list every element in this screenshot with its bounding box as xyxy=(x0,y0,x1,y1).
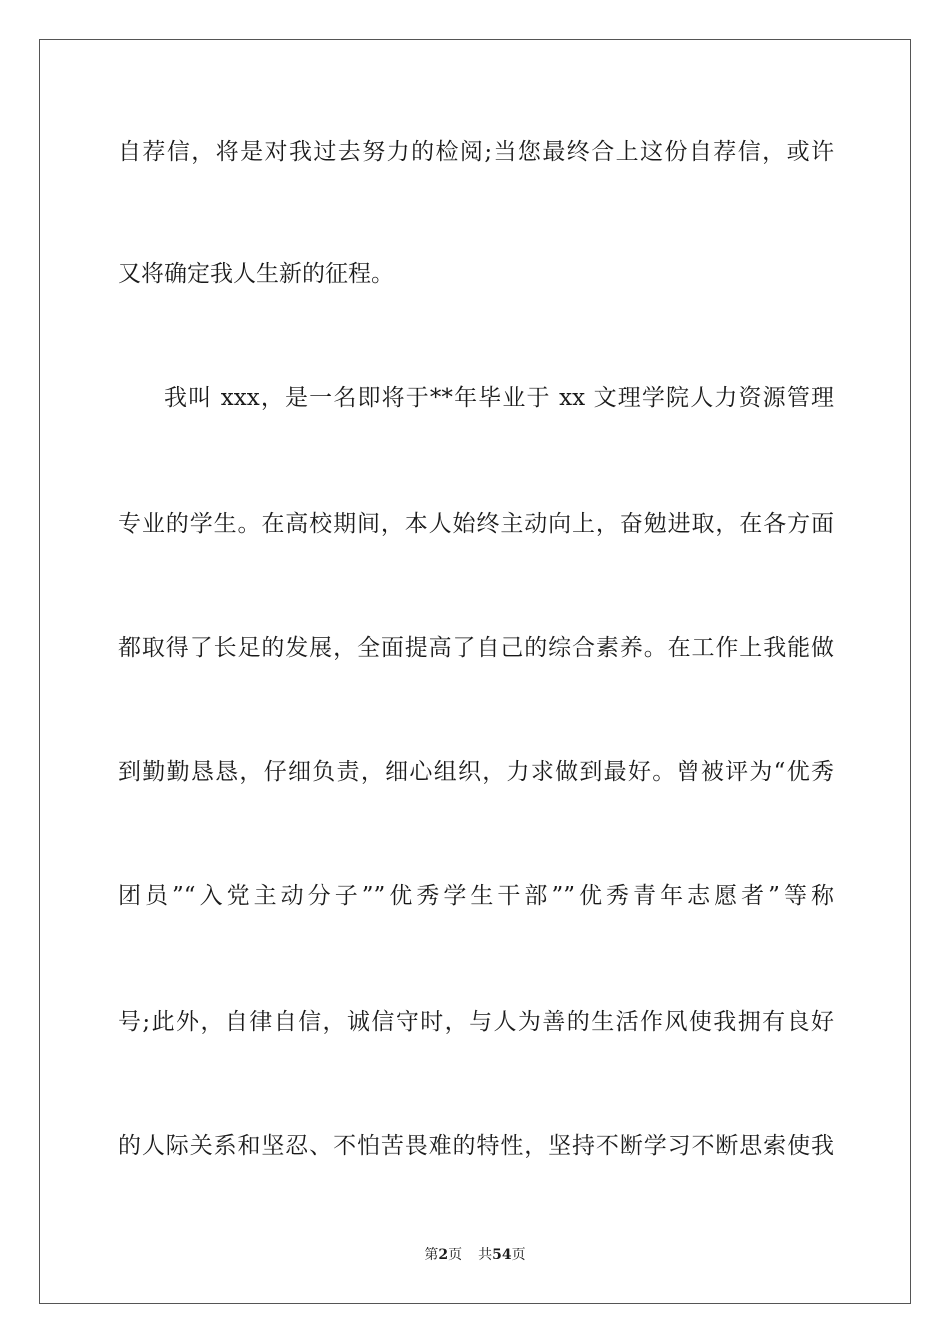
body-line-8: 号;此外，自律自信，诚信守时，与人为善的生活作风使我拥有良好 xyxy=(118,1009,834,1035)
footer-total-suffix: 页 xyxy=(511,1247,526,1263)
footer-page-number: 2 xyxy=(438,1247,449,1263)
footer-total-pages: 54 xyxy=(492,1247,512,1263)
body-line-1: 自荐信，将是对我过去努力的检阅;当您最终合上这份自荐信，或许 xyxy=(118,139,834,165)
footer-total-prefix: 共 xyxy=(478,1247,493,1263)
footer-page-prefix: 第 xyxy=(424,1247,439,1263)
page-footer xyxy=(0,1246,950,1264)
body-line-3: 我叫 xxx，是一名即将于**年毕业于 xx 文理学院人力资源管理 xyxy=(164,385,834,411)
body-line-9: 的人际关系和坚忍、不怕苦畏难的特性，坚持不断学习不断思索使我 xyxy=(118,1133,834,1159)
body-line-6: 到勤勤恳恳，仔细负责，细心组织，力求做到最好。曾被评为“优秀 xyxy=(118,759,834,785)
page-border xyxy=(39,39,911,1304)
body-line-4: 专业的学生。在高校期间，本人始终主动向上，奋勉进取，在各方面 xyxy=(118,511,834,537)
footer-page-suffix: 页 xyxy=(448,1247,463,1263)
body-line-7: 团员”“入党主动分子””优秀学生干部””优秀青年志愿者”等称 xyxy=(118,883,834,909)
body-line-2: 又将确定我人生新的征程。 xyxy=(118,261,394,287)
body-line-5: 都取得了长足的发展，全面提高了自己的综合素养。在工作上我能做 xyxy=(118,635,834,661)
